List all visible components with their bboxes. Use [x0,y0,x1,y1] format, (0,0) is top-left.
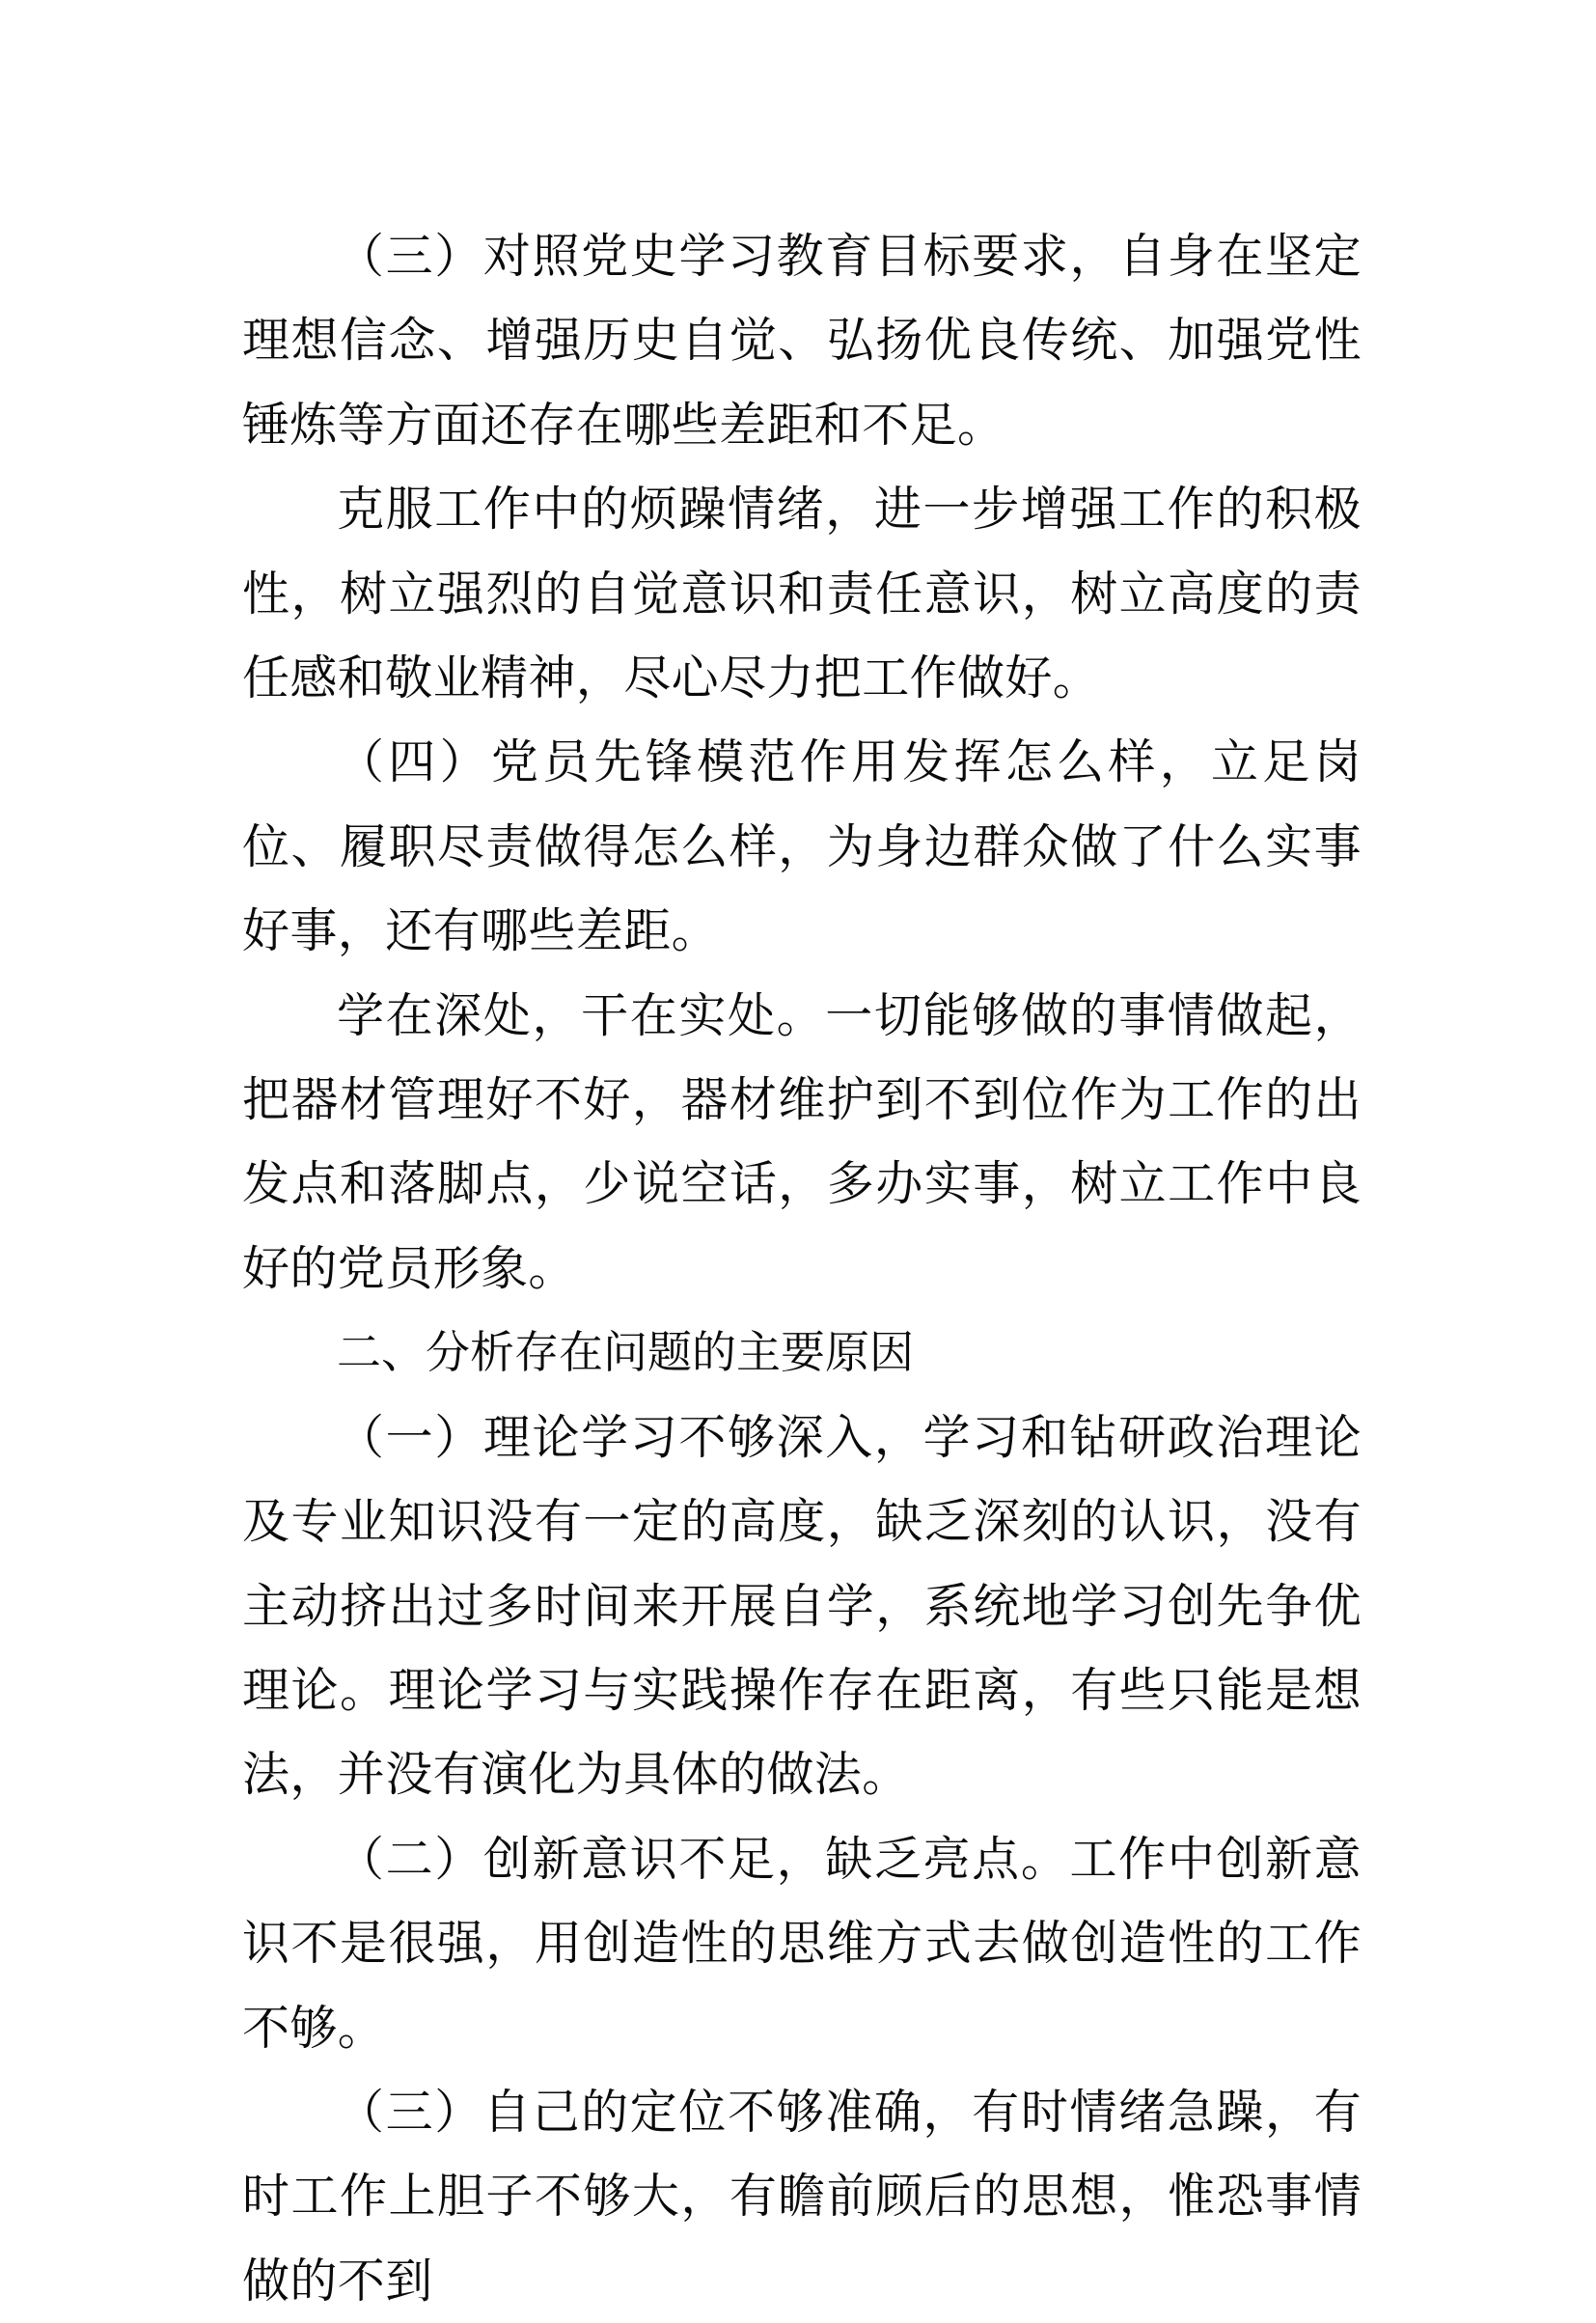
paragraph-cause-3-positioning: （三）自己的定位不够准确，有时情绪急躁，有时工作上胆子不够大，有瞻前顾后的思想，惟恐事情做的不到 [242,2084,1362,2309]
paragraph-item-4-vanguard-role: （四）党员先锋模范作用发挥怎么样，立足岗位、履职尽责做得怎么样，为身边群众做了什么实事好事，还有哪些差距。 [242,734,1362,959]
paragraph-cause-2-innovation: （二）创新意识不足，缺乏亮点。工作中创新意识不是很强，用创造性的思维方式去做创造性的工作不够。 [242,1831,1362,2056]
document-body [242,214,1362,2323]
paragraph-item-3-reflection: （三）对照党史学习教育目标要求，自身在坚定理想信念、增强历史自觉、弘扬优良传统、加强党性锤炼等方面还存在哪些差距和不足。 [242,229,1362,453]
paragraph-overcome-impatience: 克服工作中的烦躁情绪，进一步增强工作的积极性，树立强烈的自觉意识和责任意识，树立高度的责任感和敬业精神，尽心尽力把工作做好。 [242,482,1362,706]
section-heading-causes: 二、分析存在问题的主要原因 [337,1326,914,1379]
paragraph-cause-1-theory-study: （一）理论学习不够深入，学习和钻研政治理论及专业知识没有一定的高度，缺乏深刻的认识，没有主动挤出过多时间来开展自学，系统地学习创先争优理论。理论学习与实践操作存在距离，有些只能是想法，并没有演化为具体的做法。 [242,1409,1362,1803]
paragraph-practical-work: 学在深处，干在实处。一切能够做的事情做起，把器材管理好不好，器材维护到不到位作为工作的出发点和落脚点，少说空话，多办实事，树立工作中良好的党员形象。 [242,987,1362,1296]
